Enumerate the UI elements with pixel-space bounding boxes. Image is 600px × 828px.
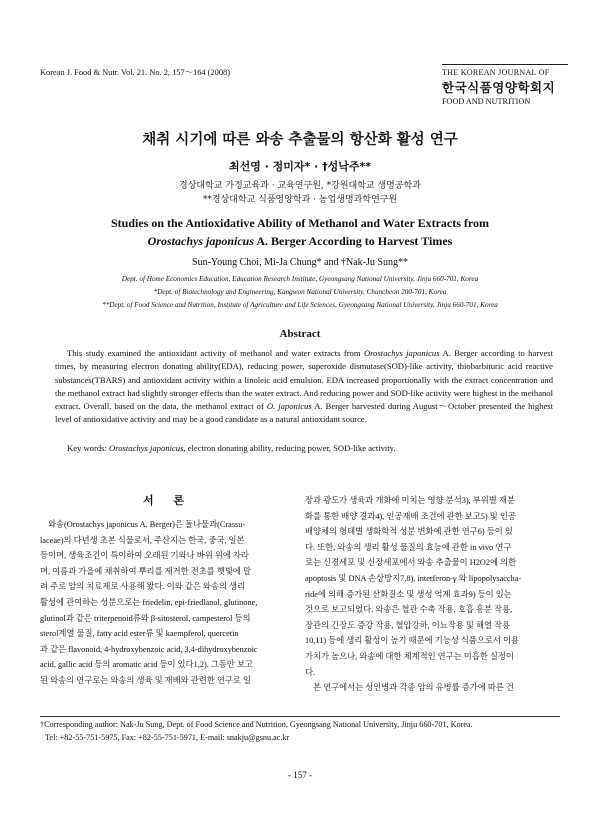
authors-english: Sun-Young Choi, Mi-Ja Chung* and †Nak-Ju Sung** bbox=[192, 257, 408, 268]
body-text-line: ride에 의해 증가된 산화질소 및 생성 억제 효과9) 등이 있는 bbox=[305, 589, 512, 599]
right-column bbox=[305, 493, 560, 696]
body-text-line: 며, 여름과 가을에 채취하여 뿌리를 제거한 전초를 햇빛에 말 bbox=[40, 566, 252, 576]
body-text-line: 가치가 높으나, 와송에 대한 체계적인 연구는 미흡한 실정이 bbox=[305, 651, 514, 661]
abstract-text: A. Berger harvested during August～October presented the highest level of antioxidative activity and may be a good candidate as a natural antioxidant source. bbox=[55, 401, 554, 425]
body-text-line: 10,11) 등에 생리 활성이 높기 때문에 기능성 식품으로서 이용 bbox=[305, 636, 520, 646]
abstract-species-abbrev: O. japonicus bbox=[266, 401, 312, 412]
body-text-line: 과 같은 flavonoid, 4-hydroxybenzoic acid, 3,4-dihydroxybenzoic bbox=[40, 644, 258, 654]
footnote-line: †Corresponding author: Nak-Ju Sung, Dept. of Food Science and Nutrition, Gyeongsang National University, Jinju 660-701, Korea. bbox=[40, 720, 473, 729]
keywords-species: Orostachys japonicus bbox=[109, 443, 184, 453]
authors-korean: 최선영 · 정미자* · †성낙주** bbox=[228, 160, 372, 173]
body-text-line: apoptosis 및 DNA 손상방지7,8), interferon-γ 와 lipopolysaccha- bbox=[305, 573, 522, 583]
title-english-line2 bbox=[0, 234, 600, 249]
body-text-line: 와송(Orostachys japonicus A. Berger)은 돌나물과(Crassu- bbox=[48, 520, 246, 529]
title-english-line2-rest: A. Berger According to Harvest Times bbox=[254, 234, 453, 248]
body-text-line: 된 와송의 연구로는 와송의 생육 및 재배와 관련한 연구로 일 bbox=[40, 675, 252, 685]
body-text-line: 장관의 긴장도 증강 작용, 혈압강하, 이뇨작용 및 해열 작용 bbox=[305, 620, 511, 630]
species-name: Orostachys japonicus bbox=[147, 234, 255, 248]
journal-name-ko: 한국식품영양학회지 bbox=[442, 80, 556, 95]
body-text-line: 다. 또한, 와송의 생리 활성 물질의 효능에 관한 in vivo 연구 bbox=[305, 542, 512, 552]
body-text-line: sterol계열 물질, fatty acid ester류 및 kaempferol, quercetin bbox=[40, 629, 239, 639]
body-text-line: 활성에 관여하는 성분으로는 friedelin, epi-friedlanol, glutinone, bbox=[40, 597, 258, 607]
body-text-line: acid, gallic acid 등의 aromatic acid 등이 있다1,2). 그동안 보고 bbox=[40, 660, 254, 670]
page-number: - 157 - bbox=[288, 770, 312, 780]
abstract-heading: Abstract bbox=[279, 328, 321, 340]
footnote-contact: Tel: +82-55-751-5975, Fax: +82-55-751-5971, E-mail: snakju@gsnu.ac.kr bbox=[45, 733, 290, 742]
keywords bbox=[55, 443, 565, 453]
citation-line: Korean J. Food & Nutr. Vol. 21. No. 2, 157～164 (2008) bbox=[40, 68, 230, 77]
corresponding-author-footnote bbox=[40, 718, 565, 744]
body-text-line: 장과 광도가 생육과 개화에 미치는 영향 분석3), 부위별 재분 bbox=[305, 496, 515, 505]
affiliation-english-3: **Dept. of Food Science and Nutrition, Institute of Agriculture and Life Sciences, Gyeongsang National University, Jinju 660-701, Korea bbox=[102, 301, 498, 309]
affiliation-english-2: *Dept. of Biotechnology and Engineering, Kangwon National University, Chuncheon 200-701, Korea bbox=[153, 288, 447, 296]
body-text-line: 등이며, 생육조건이 특이하여 오래된 기와나 바위 위에 자라 bbox=[40, 551, 249, 561]
body-text-line: 화를 통한 배양 결과4), 인공재배 조건에 관한 보고5) 및 인공 bbox=[305, 511, 516, 521]
abstract-species: Orostachys japonicus bbox=[363, 348, 440, 358]
body-text-line: 로는 신경세포 및 신장세포에서 와송 추출물이 H2O2에 의한 bbox=[305, 558, 517, 568]
body-text-line: 배양체의 형태별 생화학적 성분 변화에 관한 연구6) 등이 있 bbox=[305, 527, 513, 537]
affiliation-english-1: Dept. of Home Economics Education, Education Research Institute, Gyeongsang National University, Jinju 660-701, Korea bbox=[121, 275, 479, 283]
abstract-text: A. Berger according to harvest times, by measuring electron donating ability(EDA), reducing power, superoxide dismutase(SOD)-like activity, thiobarbituric acid reactive substances(TBARS) and antioxidant activity within a linoleic acid emulsion. EDA increased proportionally with the extract concentration and the methanol extract had slightly stronger effects than the water extract. And reducing power and SOD-like activity were highest in the methanol extract. Overall, based on the data, the methanol extract of bbox=[55, 348, 553, 412]
journal-name-en-top: THE KOREAN JOURNAL OF bbox=[442, 68, 550, 77]
journal-rule bbox=[442, 64, 568, 65]
journal-name-en-bottom: FOOD AND NUTRITION bbox=[442, 97, 531, 106]
body-text-line: laceae)의 다년생 초본 식물로서, 주산지는 한국, 중국, 일본 bbox=[40, 535, 245, 545]
title-english-line1: Studies on the Antioxidative Ability of Methanol and Water Extracts from bbox=[110, 216, 489, 230]
footnote-divider bbox=[40, 716, 560, 717]
body-text-line: 것으로 보고되었다. 와송은 혈관 수축 작용, 호흡 흥분 작용, bbox=[305, 605, 513, 615]
affiliation-korean-2: **경상대학교 식품영양학과 · 농업생명과학연구원 bbox=[202, 195, 398, 205]
body-text-line: glutinol과 같은 triterpenoid류와 β-sitosterol, campesterol 등의 bbox=[40, 613, 251, 623]
body-text-line: 려 주로 암의 치료제로 사용해 왔다. 이와 같은 와송의 생리 bbox=[40, 582, 246, 592]
body-text-line: 본 연구에서는 성인병과 각종 암의 유병률 증가에 따른 건 bbox=[313, 683, 514, 693]
keywords-label: Key words: bbox=[67, 443, 110, 453]
abstract-text: This study examined the antioxidant activity of methanol and water extracts from bbox=[67, 348, 364, 358]
keywords-list: , electron donating ability, reducing power, SOD-like activity. bbox=[183, 443, 396, 453]
left-column bbox=[40, 517, 295, 689]
title-korean: 채취 시기에 따른 와송 추출물의 항산화 활성 연구 bbox=[142, 132, 458, 148]
affiliation-korean-1: 경상대학교 가정교육과 · 교육연구원, *강원대학교 생명공학과 bbox=[179, 181, 421, 191]
body-text-line: 다. bbox=[305, 667, 316, 677]
section-heading-introduction: 서 론 bbox=[142, 494, 193, 507]
journal-badge bbox=[442, 64, 568, 106]
abstract-body bbox=[55, 347, 553, 427]
